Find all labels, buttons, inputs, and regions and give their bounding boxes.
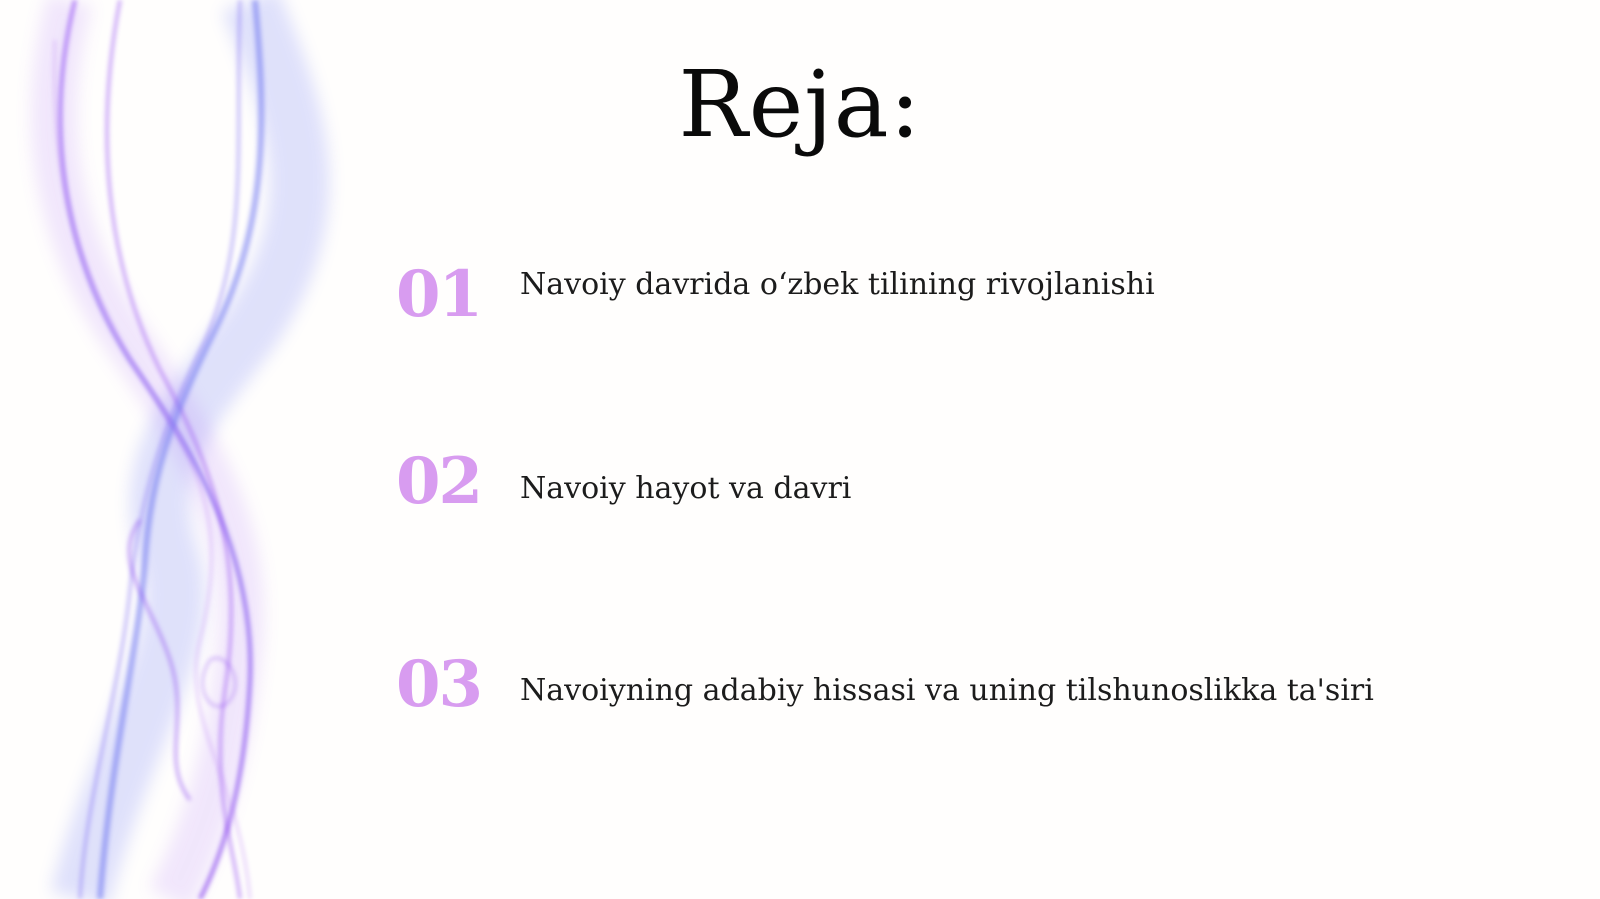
item-number: 01: [396, 257, 482, 332]
item-number: 03: [396, 647, 482, 722]
item-text: Navoiy hayot va davri: [520, 471, 852, 506]
item-number: 02: [396, 444, 482, 519]
slide-title: Reja:: [678, 51, 922, 158]
item-text: Navoiyning adabiy hissasi va uning tilshunoslikka ta'siri: [520, 673, 1374, 708]
item-text: Navoiy davrida o‘zbek tilining rivojlanishi: [520, 267, 1155, 302]
